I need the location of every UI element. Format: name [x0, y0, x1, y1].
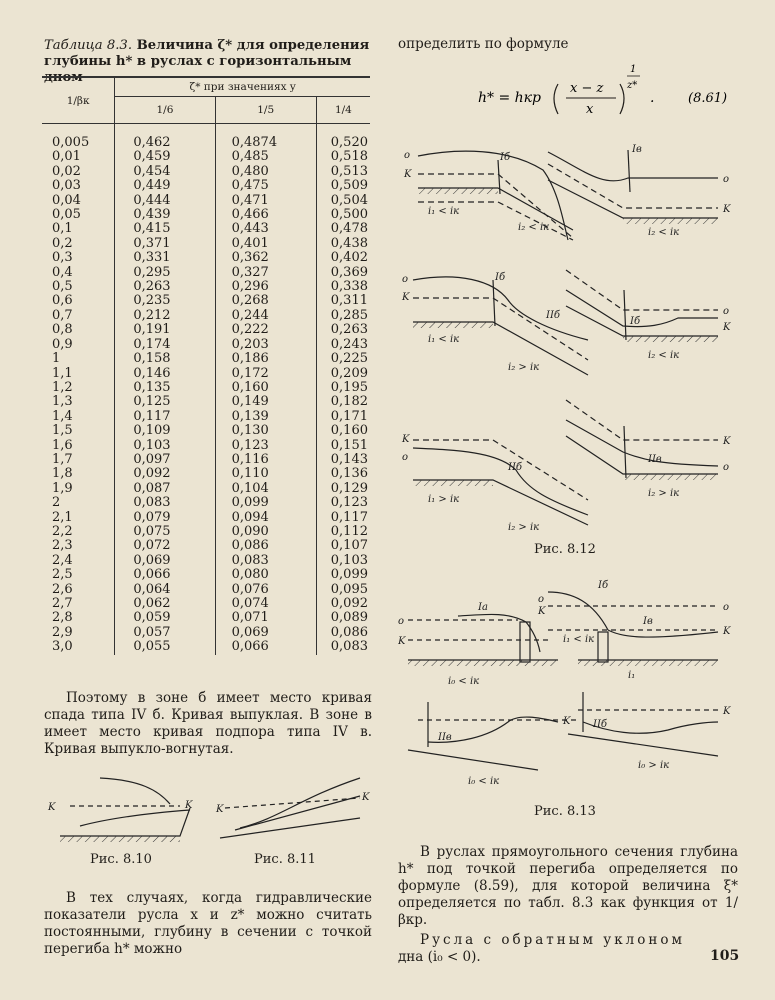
table-cell-zeta: 0,311	[316, 294, 370, 308]
table-cell-zeta: 0,263	[115, 280, 215, 294]
bed-r1-right	[548, 180, 718, 218]
formula-number: (8.61)	[688, 91, 728, 106]
label-o-r2-right: o	[723, 306, 730, 317]
table-row	[42, 237, 370, 251]
table-cell-zeta: 0,513	[316, 165, 370, 179]
table-cell-zeta: 0,203	[215, 338, 316, 352]
table-cell-zeta: 0,518	[316, 150, 370, 164]
table-row	[42, 539, 370, 553]
table-cell-zeta: 0,475	[215, 179, 316, 193]
table-cell-zeta: 0,439	[115, 208, 215, 222]
label-iib-r3: IIб	[508, 462, 523, 473]
table-row	[42, 352, 370, 366]
table-cell-beta: 0,3	[52, 250, 73, 266]
label-iiv-13c: IIв	[438, 732, 452, 743]
table-cell-beta: 2,3	[52, 538, 73, 554]
label-ib-13b: Iб	[598, 580, 609, 591]
table-cell-beta: 0,1	[52, 221, 73, 237]
table-cell-zeta: 0,103	[316, 554, 370, 568]
table-cell-beta: 0,4	[52, 264, 73, 280]
table-cell-zeta: 0,059	[115, 611, 215, 625]
label-i1-13b: i₁ < iк	[563, 634, 595, 645]
table-cell-beta: 0,02	[52, 163, 81, 179]
table-cell-zeta: 0,094	[215, 511, 316, 525]
figures-8-10-8-11-svg	[40, 768, 380, 848]
table-cell-beta: 1	[52, 351, 61, 367]
table-cell-zeta: 0,415	[115, 222, 215, 236]
table-cell-zeta: 0,086	[215, 539, 316, 553]
table-cell-zeta: 0,129	[316, 482, 370, 496]
table-cell-zeta: 0,4874	[215, 124, 316, 151]
right-heading-cont: дна (i₀ < 0).	[398, 949, 481, 965]
table-cell-beta: 1,7	[52, 451, 73, 467]
label-k-13b-right: K	[723, 626, 731, 637]
figure-8-12-svg	[398, 130, 738, 540]
table-cell-zeta: 0,089	[316, 611, 370, 625]
table-cell-zeta: 0,327	[215, 266, 316, 280]
table-cell-zeta: 0,139	[215, 410, 316, 424]
label-k-13c: K	[563, 716, 571, 727]
table-cell-zeta: 0,191	[115, 323, 215, 337]
table-cell-beta: 2,6	[52, 581, 73, 597]
label-o-r1: o	[404, 150, 411, 161]
table-cell-zeta: 0,369	[316, 266, 370, 280]
label-iib-r2: IIб	[546, 310, 561, 321]
table-body	[42, 124, 370, 655]
table-cell-zeta: 0,071	[215, 611, 316, 625]
table-cell-zeta: 0,095	[316, 583, 370, 597]
table-row	[42, 482, 370, 496]
table-row	[42, 294, 370, 308]
label-k-8-11-right: K	[362, 792, 370, 803]
table-row	[42, 568, 370, 582]
left-bottom-paragraph: В тех случаях, когда гидравлические показатели русла x и z* можно считать постоянными, глубину в сечении с точкой перегиба h* можно	[44, 890, 372, 957]
table-row	[42, 208, 370, 222]
table-cell-beta: 0,9	[52, 336, 73, 352]
table-row	[42, 467, 370, 481]
curve-r1-right	[548, 152, 718, 181]
table-cell-zeta: 0,109	[115, 424, 215, 438]
table-cell-zeta: 0,069	[115, 554, 215, 568]
table-row	[42, 338, 370, 352]
label-k-8-11-left: K	[216, 804, 224, 815]
figures-8-10-8-11	[40, 768, 380, 848]
bed-r2-left	[413, 322, 588, 375]
ground-8-10	[60, 836, 180, 842]
label-i2-r2-right: i₂ < iк	[648, 350, 680, 361]
label-i0-13d: i₀ > iк	[638, 760, 670, 771]
table-cell-zeta: 0,225	[316, 352, 370, 366]
table-cell-zeta: 0,112	[316, 525, 370, 539]
curve-13b	[548, 592, 608, 630]
table-cell-zeta: 0,186	[215, 352, 316, 366]
label-o-r2: o	[402, 274, 409, 285]
table-cell-beta: 1,1	[52, 365, 73, 381]
ground-r2-left	[413, 322, 493, 328]
table-cell-zeta: 0,080	[215, 568, 316, 582]
table-cell-zeta: 0,087	[115, 482, 215, 496]
label-k-r2: K	[402, 292, 410, 303]
table-row	[42, 554, 370, 568]
table-cell-zeta: 0,130	[215, 424, 316, 438]
label-i0-13a: i₀ < iк	[448, 676, 480, 687]
formula-denominator: x	[586, 102, 594, 117]
table-cell-zeta: 0,520	[316, 124, 370, 151]
label-k-13b: K	[538, 606, 546, 617]
curve-8-10-upper	[100, 778, 170, 804]
table-cell-zeta: 0,500	[316, 208, 370, 222]
table-cell-zeta: 0,083	[316, 640, 370, 654]
table-cell-zeta: 0,235	[115, 294, 215, 308]
label-i2-r3-right: i₂ > iк	[648, 488, 680, 499]
table-cell-zeta: 0,338	[316, 280, 370, 294]
bed-r3-right	[566, 436, 718, 474]
k-line-r1-right	[548, 164, 718, 208]
right-intro: определить по формуле	[398, 36, 569, 52]
table-row	[42, 367, 370, 381]
section-r1-right	[628, 150, 630, 192]
table-cell-beta: 0,01	[52, 149, 81, 165]
table-cell-beta: 2,9	[52, 624, 73, 640]
formula-8-61	[470, 62, 740, 132]
table-cell-zeta: 0,454	[115, 165, 215, 179]
table-cell-zeta: 0,331	[115, 251, 215, 265]
label-i1-r2: i₁ < iк	[428, 334, 460, 345]
table-row	[42, 150, 370, 164]
table-cell-zeta: 0,099	[316, 568, 370, 582]
fig-caption-8-10: Рис. 8.10	[90, 852, 152, 867]
table-row	[42, 179, 370, 193]
ground-r1-left	[418, 188, 498, 194]
ground-r2-right	[623, 336, 718, 342]
table-row	[42, 583, 370, 597]
label-k-r1-right: K	[723, 204, 731, 215]
curve-8-10-lower	[80, 810, 190, 826]
table-cell-zeta: 0,123	[215, 439, 316, 453]
table-cell-zeta: 0,243	[316, 338, 370, 352]
ground-13b	[578, 660, 718, 666]
table-row	[42, 439, 370, 453]
label-i1-r1: i₁ < iк	[428, 206, 460, 217]
table-cell-zeta: 0,471	[215, 194, 316, 208]
label-i1-r3: i₁ > iк	[428, 494, 460, 505]
table-cell-zeta: 0,104	[215, 482, 316, 496]
label-o-13a: o	[398, 616, 405, 627]
table-cell-zeta: 0,055	[115, 640, 215, 654]
label-iv-r1: Iв	[632, 144, 642, 155]
table-cell-beta: 2,2	[52, 523, 73, 539]
table-cell-zeta: 0,504	[316, 194, 370, 208]
table-row	[42, 597, 370, 611]
table-cell-beta: 2,7	[52, 596, 73, 611]
label-i1-13b-bottom: i₁	[628, 670, 636, 681]
table-cell-beta: 2,8	[52, 610, 73, 626]
curve-r2-left	[413, 277, 588, 340]
table-row	[42, 611, 370, 625]
table-cell-zeta: 0,117	[115, 410, 215, 424]
formula-exp-bottom: z*	[627, 80, 638, 91]
label-o-13b-right: o	[723, 602, 730, 613]
label-k-r2-right: K	[723, 322, 731, 333]
table-cell-zeta: 0,083	[215, 554, 316, 568]
table-cell-beta: 0,2	[52, 235, 73, 251]
table-cell-zeta: 0,160	[215, 381, 316, 395]
label-o-13b: o	[538, 594, 545, 605]
table-cell-zeta: 0,466	[215, 208, 316, 222]
table-cell-zeta: 0,083	[115, 496, 215, 510]
label-iv-13b: Iв	[643, 616, 653, 627]
table-cell-zeta: 0,222	[215, 323, 316, 337]
label-k-r3-right: K	[723, 436, 731, 447]
table-cell-zeta: 0,212	[115, 309, 215, 323]
table-cell-zeta: 0,244	[215, 309, 316, 323]
table-cell-zeta: 0,092	[115, 467, 215, 481]
table-cell-zeta: 0,072	[115, 539, 215, 553]
table-cell-zeta: 0,171	[316, 410, 370, 424]
right-paragraph: В руслах прямоугольного сечения глубина h* под точкой перегиба определяется по формуле (8.59), для которой величина ξ* определяется по табл. 8.3 как функция от 1/βкр.	[398, 844, 738, 928]
table-cell-zeta: 0,057	[115, 626, 215, 640]
table-cell-zeta: 0,296	[215, 280, 316, 294]
table-cell-beta: 0,005	[52, 135, 90, 150]
table-row	[42, 251, 370, 265]
zeta-table	[42, 76, 370, 655]
table-row	[42, 323, 370, 337]
bed-13c	[408, 750, 538, 770]
table-cell-zeta: 0,074	[215, 597, 316, 611]
curve-8-11-lower	[235, 796, 360, 830]
table-cell-zeta: 0,066	[115, 568, 215, 582]
table-row	[42, 424, 370, 438]
table-row	[42, 124, 370, 151]
label-o-r3-right: o	[723, 462, 730, 473]
table-row	[42, 309, 370, 323]
weir-13b	[598, 632, 608, 662]
table-cell-zeta: 0,509	[316, 179, 370, 193]
curve-r2-right	[566, 290, 718, 327]
table-cell-zeta: 0,151	[316, 439, 370, 453]
table-cell-zeta: 0,062	[115, 597, 215, 611]
table-cell-zeta: 0,485	[215, 150, 316, 164]
curve-13b-2	[608, 630, 718, 637]
table-cell-zeta: 0,090	[215, 525, 316, 539]
table-cell-zeta: 0,123	[316, 496, 370, 510]
table-cell-beta: 0,03	[52, 178, 81, 194]
table-cell-zeta: 0,107	[316, 539, 370, 553]
page-number: 105	[710, 948, 740, 964]
table-cell-zeta: 0,195	[316, 381, 370, 395]
table-cell-beta: 0,05	[52, 207, 81, 223]
formula-exp-top: 1	[630, 64, 637, 75]
table-cell-zeta: 0,116	[215, 453, 316, 467]
label-i2-r3-left: i₂ > iк	[508, 522, 540, 533]
table-cell-zeta: 0,143	[316, 453, 370, 467]
table-cell-zeta: 0,362	[215, 251, 316, 265]
table-cell-zeta: 0,172	[215, 367, 316, 381]
table-cell-zeta: 0,444	[115, 194, 215, 208]
table-cell-zeta: 0,443	[215, 222, 316, 236]
table-caption-label: Таблица 8.3.	[44, 38, 133, 53]
table-cell-zeta: 0,478	[316, 222, 370, 236]
label-k-13a: K	[398, 636, 406, 647]
table-cell-zeta: 0,182	[316, 395, 370, 409]
table-row	[42, 395, 370, 409]
table-cell-zeta: 0,174	[115, 338, 215, 352]
label-ib-r2: Iб	[495, 272, 506, 283]
table-cell-beta: 2,1	[52, 509, 73, 525]
table-row	[42, 410, 370, 424]
label-i2-r2-left: i₂ > iк	[508, 362, 540, 373]
table-cell-zeta: 0,097	[115, 453, 215, 467]
table-cell-zeta: 0,136	[316, 467, 370, 481]
left-paragraph: Поэтому в зоне б имеет место кривая спада типа IV б. Кривая выпуклая. В зоне в имеет место кривая подпора типа IV в. Кривая выпукло-вогнутая.	[44, 690, 372, 757]
figure-8-13-svg	[398, 572, 738, 802]
fig-caption-8-12: Рис. 8.12	[534, 542, 596, 557]
k-line-r3-right	[566, 400, 718, 440]
table-cell-zeta: 0,449	[115, 179, 215, 193]
ground-r3-right	[623, 474, 718, 480]
table-cell-beta: 1,4	[52, 408, 73, 424]
table-cell-beta: 1,3	[52, 394, 73, 410]
table-cell-beta: 2,4	[52, 552, 73, 568]
table-cell-zeta: 0,438	[316, 237, 370, 251]
table-cell-zeta: 0,099	[215, 496, 316, 510]
table-cell-zeta: 0,263	[316, 323, 370, 337]
table-cell-zeta: 0,110	[215, 467, 316, 481]
table-cell-zeta: 0,103	[115, 439, 215, 453]
formula-dot: .	[650, 90, 655, 106]
table-cell-zeta: 0,076	[215, 583, 316, 597]
table-cell-beta: 1,2	[52, 379, 73, 395]
table-cell-beta: 0,8	[52, 322, 73, 338]
bed-13d	[568, 734, 718, 756]
table-cell-zeta: 0,135	[115, 381, 215, 395]
right-heading: Русла с обратным уклоном	[420, 932, 686, 948]
label-ia-13a: Iа	[478, 602, 488, 613]
table-cell-zeta: 0,075	[115, 525, 215, 539]
table-cell-zeta: 0,402	[316, 251, 370, 265]
label-iib-13d: IIб	[593, 719, 608, 730]
section-r2-right	[624, 290, 626, 340]
table-row	[42, 453, 370, 467]
table-cell-zeta: 0,086	[316, 626, 370, 640]
formula-lhs: h* = hкр	[478, 90, 541, 106]
table-row	[42, 626, 370, 640]
table-cell-zeta: 0,462	[115, 124, 215, 151]
label-o-r3: o	[402, 452, 409, 463]
table-cell-zeta: 0,066	[215, 640, 316, 654]
label-i2-r1-right: i₂ < iк	[648, 227, 680, 238]
fig-caption-8-13: Рис. 8.13	[534, 804, 596, 819]
table-cell-zeta: 0,117	[316, 511, 370, 525]
figure-8-13	[398, 572, 738, 802]
table-row	[42, 496, 370, 510]
label-k-8-10-right: K	[185, 800, 193, 811]
table-row	[42, 194, 370, 208]
table-cell-zeta: 0,092	[316, 597, 370, 611]
table-cell-zeta: 0,459	[115, 150, 215, 164]
ground-r3-left	[413, 480, 493, 486]
table-cell-beta: 1,8	[52, 466, 73, 482]
table-caption-text: Величина ζ* для определения глубины h* в руслах с горизонтальным дном	[44, 38, 370, 85]
table-cell-zeta: 0,069	[215, 626, 316, 640]
table-cell-beta: 1,5	[52, 423, 73, 439]
table-cell-zeta: 0,160	[316, 424, 370, 438]
table-row	[42, 266, 370, 280]
table-row	[42, 280, 370, 294]
ground-13a	[408, 660, 558, 666]
table-row	[42, 381, 370, 395]
table-cell-zeta: 0,125	[115, 395, 215, 409]
table-cell-zeta: 0,079	[115, 511, 215, 525]
curve-r3-right	[566, 420, 718, 466]
section-r2-left	[493, 280, 495, 326]
label-ib-r1: Iб	[500, 152, 511, 163]
label-i2-r1-left: i₂ < iк	[518, 222, 550, 233]
label-k-13d: K	[723, 706, 731, 717]
table-cell-beta: 0,5	[52, 279, 73, 295]
ground-r1-right	[623, 218, 718, 224]
table-cell-zeta: 0,064	[115, 583, 215, 597]
table-cell-zeta: 0,285	[316, 309, 370, 323]
k-line-r2-left	[413, 298, 588, 360]
group-header: ζ* при значениях y	[115, 77, 370, 97]
table-cell-zeta: 0,401	[215, 237, 316, 251]
column-header: 1/4	[316, 97, 370, 124]
figure-8-12	[398, 130, 738, 540]
table-cell-zeta: 0,146	[115, 367, 215, 381]
label-o-r1-right: o	[723, 174, 730, 185]
table-cell-beta: 3,0	[52, 639, 73, 655]
table-cell-zeta: 0,295	[115, 266, 215, 280]
label-k-8-10-left: K	[48, 802, 56, 813]
table-row	[42, 165, 370, 179]
formula-svg	[470, 62, 740, 132]
table-cell-zeta: 0,371	[115, 237, 215, 251]
label-k-r3: K	[402, 434, 410, 445]
table-cell-zeta: 0,480	[215, 165, 316, 179]
table-row	[42, 525, 370, 539]
label-k-r1: K	[404, 169, 412, 180]
table-cell-beta: 0,6	[52, 293, 73, 309]
label-iiv-r3: IIв	[648, 454, 662, 465]
table-cell-beta: 0,7	[52, 307, 73, 323]
table-cell-beta: 2	[52, 495, 61, 511]
table-row	[42, 640, 370, 654]
table-cell-beta: 1,9	[52, 480, 73, 496]
column-header: 1/5	[215, 97, 316, 124]
label-ib-r2-right: Iб	[630, 316, 641, 327]
table-cell-zeta: 0,209	[316, 367, 370, 381]
formula-numerator: x − z	[570, 81, 604, 96]
weir-13a	[520, 622, 530, 662]
row-header: 1/βк	[42, 77, 115, 124]
table-cell-zeta: 0,158	[115, 352, 215, 366]
table-cell-zeta: 0,149	[215, 395, 316, 409]
table-cell-beta: 2,5	[52, 567, 73, 583]
table-cell-beta: 1,6	[52, 437, 73, 453]
label-i0-13c: i₀ < iк	[468, 776, 500, 787]
table-cell-zeta: 0,268	[215, 294, 316, 308]
fig-caption-8-11: Рис. 8.11	[254, 852, 316, 867]
table-row	[42, 222, 370, 236]
column-header: 1/6	[115, 97, 215, 124]
table-row	[42, 511, 370, 525]
table-cell-beta: 0,04	[52, 192, 81, 208]
